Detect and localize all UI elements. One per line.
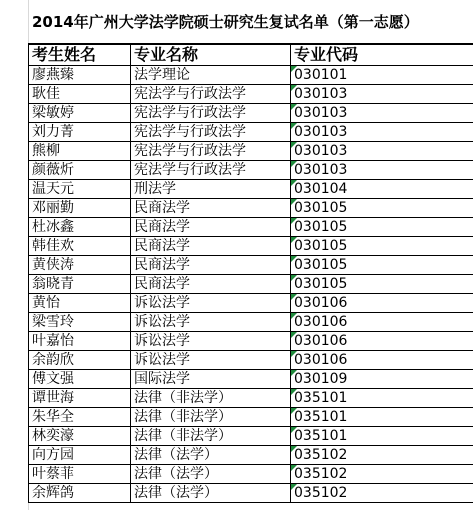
number-as-text-warning-icon xyxy=(291,370,297,376)
code-cell[interactable] xyxy=(291,332,473,351)
table-row xyxy=(29,199,473,218)
code-text: 030106 xyxy=(294,333,348,349)
code-text: 030109 xyxy=(294,371,348,387)
major-cell[interactable]: 法律（法学） xyxy=(131,484,291,503)
code-cell[interactable] xyxy=(291,389,473,408)
number-as-text-warning-icon xyxy=(291,218,297,224)
code-cell[interactable] xyxy=(291,161,473,180)
major-cell[interactable]: 法律（法学） xyxy=(131,465,291,484)
name-cell[interactable]: 傅文强 xyxy=(29,370,131,389)
major-cell[interactable]: 诉讼法学 xyxy=(131,294,291,313)
table-row xyxy=(29,237,473,256)
name-cell[interactable]: 颜薇炘 xyxy=(29,161,131,180)
code-text: 030103 xyxy=(294,124,348,140)
major-cell[interactable]: 宪法学与行政法学 xyxy=(131,123,291,142)
table-row xyxy=(29,313,473,332)
major-cell[interactable]: 宪法学与行政法学 xyxy=(131,161,291,180)
number-as-text-warning-icon xyxy=(291,465,297,471)
code-text: 035102 xyxy=(294,447,348,463)
major-cell[interactable]: 宪法学与行政法学 xyxy=(131,85,291,104)
number-as-text-warning-icon xyxy=(291,237,297,243)
table-row xyxy=(29,85,473,104)
major-cell[interactable]: 民商法学 xyxy=(131,256,291,275)
table-row xyxy=(29,142,473,161)
name-cell[interactable]: 翁晓青 xyxy=(29,275,131,294)
number-as-text-warning-icon xyxy=(291,484,297,490)
table-row xyxy=(29,123,473,142)
code-text: 030103 xyxy=(294,86,348,102)
table-row xyxy=(29,351,473,370)
number-as-text-warning-icon xyxy=(291,389,297,395)
major-cell[interactable]: 法律（非法学） xyxy=(131,408,291,427)
table-row xyxy=(29,332,473,351)
code-text: 030106 xyxy=(294,295,348,311)
code-cell[interactable] xyxy=(291,218,473,237)
header-name-cell[interactable]: 考生姓名 xyxy=(29,45,131,66)
code-text: 035101 xyxy=(294,428,348,444)
code-text: 035102 xyxy=(294,485,348,501)
table-row xyxy=(29,161,473,180)
table-row xyxy=(29,275,473,294)
name-cell[interactable]: 梁雪玲 xyxy=(29,313,131,332)
header-row xyxy=(29,45,473,66)
table-row xyxy=(29,218,473,237)
number-as-text-warning-icon xyxy=(291,66,297,72)
header-code-cell[interactable]: 专业代码 xyxy=(291,45,473,66)
name-cell[interactable]: 梁敏婷 xyxy=(29,104,131,123)
code-cell[interactable] xyxy=(291,237,473,256)
name-cell[interactable]: 杜冰鑫 xyxy=(29,218,131,237)
table-row xyxy=(29,256,473,275)
number-as-text-warning-icon xyxy=(291,142,297,148)
major-cell[interactable]: 诉讼法学 xyxy=(131,351,291,370)
code-cell[interactable] xyxy=(291,199,473,218)
major-cell[interactable]: 法律（法学） xyxy=(131,446,291,465)
name-cell[interactable]: 黄侠涛 xyxy=(29,256,131,275)
candidate-table xyxy=(28,44,473,503)
number-as-text-warning-icon xyxy=(291,180,297,186)
code-text: 035101 xyxy=(294,390,348,406)
name-cell[interactable]: 向方园 xyxy=(29,446,131,465)
number-as-text-warning-icon xyxy=(291,332,297,338)
major-cell[interactable]: 民商法学 xyxy=(131,237,291,256)
code-text: 030103 xyxy=(294,162,348,178)
code-cell[interactable] xyxy=(291,66,473,85)
number-as-text-warning-icon xyxy=(291,104,297,110)
number-as-text-warning-icon xyxy=(291,294,297,300)
code-cell[interactable] xyxy=(291,370,473,389)
name-cell[interactable]: 叶蔡菲 xyxy=(29,465,131,484)
number-as-text-warning-icon xyxy=(291,427,297,433)
table-row xyxy=(29,294,473,313)
table-row xyxy=(29,389,473,408)
code-cell[interactable] xyxy=(291,256,473,275)
number-as-text-warning-icon xyxy=(291,351,297,357)
name-cell[interactable]: 耿佳 xyxy=(29,85,131,104)
table-row xyxy=(29,446,473,465)
name-cell[interactable]: 黄怡 xyxy=(29,294,131,313)
code-cell[interactable] xyxy=(291,446,473,465)
name-cell[interactable]: 刘力菁 xyxy=(29,123,131,142)
name-cell[interactable]: 廖燕臻 xyxy=(29,66,131,85)
name-cell[interactable]: 熊柳 xyxy=(29,142,131,161)
code-text: 030105 xyxy=(294,257,348,273)
code-cell[interactable] xyxy=(291,465,473,484)
code-text: 030106 xyxy=(294,352,348,368)
code-cell[interactable] xyxy=(291,313,473,332)
code-cell[interactable] xyxy=(291,142,473,161)
major-cell[interactable]: 宪法学与行政法学 xyxy=(131,142,291,161)
code-cell[interactable] xyxy=(291,351,473,370)
code-cell[interactable] xyxy=(291,275,473,294)
table-row xyxy=(29,104,473,123)
table-row xyxy=(29,484,473,503)
number-as-text-warning-icon xyxy=(291,408,297,414)
name-cell[interactable]: 余韵欣 xyxy=(29,351,131,370)
code-cell[interactable] xyxy=(291,408,473,427)
major-cell[interactable]: 法律（非法学） xyxy=(131,389,291,408)
name-cell[interactable]: 林奕濠 xyxy=(29,427,131,446)
code-text: 030105 xyxy=(294,200,348,216)
header-major-cell[interactable]: 专业名称 xyxy=(131,45,291,66)
name-cell[interactable]: 邓丽勤 xyxy=(29,199,131,218)
name-cell[interactable]: 朱华全 xyxy=(29,408,131,427)
sheet-title[interactable]: 2014年广州大学法学院硕士研究生复试名单（第一志愿） xyxy=(28,0,473,44)
number-as-text-warning-icon xyxy=(291,313,297,319)
code-cell[interactable] xyxy=(291,294,473,313)
major-cell[interactable]: 法律（非法学） xyxy=(131,427,291,446)
major-cell[interactable]: 民商法学 xyxy=(131,199,291,218)
number-as-text-warning-icon xyxy=(291,199,297,205)
code-cell[interactable] xyxy=(291,427,473,446)
table-body xyxy=(29,66,473,503)
code-text: 030103 xyxy=(294,105,348,121)
number-as-text-warning-icon xyxy=(291,256,297,262)
code-cell[interactable] xyxy=(291,85,473,104)
code-cell[interactable] xyxy=(291,123,473,142)
number-as-text-warning-icon xyxy=(291,123,297,129)
table-row xyxy=(29,465,473,484)
major-cell[interactable]: 诉讼法学 xyxy=(131,313,291,332)
number-as-text-warning-icon xyxy=(291,275,297,281)
table-row xyxy=(29,180,473,199)
name-cell[interactable]: 余辉鸽 xyxy=(29,484,131,503)
code-text: 030101 xyxy=(294,67,348,83)
major-cell[interactable]: 国际法学 xyxy=(131,370,291,389)
number-as-text-warning-icon xyxy=(291,446,297,452)
major-cell[interactable]: 刑法学 xyxy=(131,180,291,199)
name-cell[interactable]: 谭世海 xyxy=(29,389,131,408)
code-text: 035102 xyxy=(294,466,348,482)
major-cell[interactable]: 诉讼法学 xyxy=(131,332,291,351)
row-header-gutter xyxy=(0,0,29,510)
number-as-text-warning-icon xyxy=(291,85,297,91)
code-text: 035101 xyxy=(294,409,348,425)
table-row xyxy=(29,66,473,85)
code-text: 030105 xyxy=(294,276,348,292)
code-cell[interactable] xyxy=(291,104,473,123)
major-cell[interactable]: 法学理论 xyxy=(131,66,291,85)
code-text: 030104 xyxy=(294,181,348,197)
table-row xyxy=(29,408,473,427)
code-text: 030103 xyxy=(294,143,348,159)
name-cell[interactable]: 温天元 xyxy=(29,180,131,199)
number-as-text-warning-icon xyxy=(291,161,297,167)
code-text: 030105 xyxy=(294,238,348,254)
major-cell[interactable]: 民商法学 xyxy=(131,218,291,237)
code-text: 030106 xyxy=(294,314,348,330)
code-text: 030105 xyxy=(294,219,348,235)
code-cell[interactable] xyxy=(291,484,473,503)
major-cell[interactable]: 民商法学 xyxy=(131,275,291,294)
code-cell[interactable] xyxy=(291,180,473,199)
name-cell[interactable]: 叶嘉怡 xyxy=(29,332,131,351)
table-row xyxy=(29,370,473,389)
table-row xyxy=(29,427,473,446)
major-cell[interactable]: 宪法学与行政法学 xyxy=(131,104,291,123)
name-cell[interactable]: 韩佳欢 xyxy=(29,237,131,256)
